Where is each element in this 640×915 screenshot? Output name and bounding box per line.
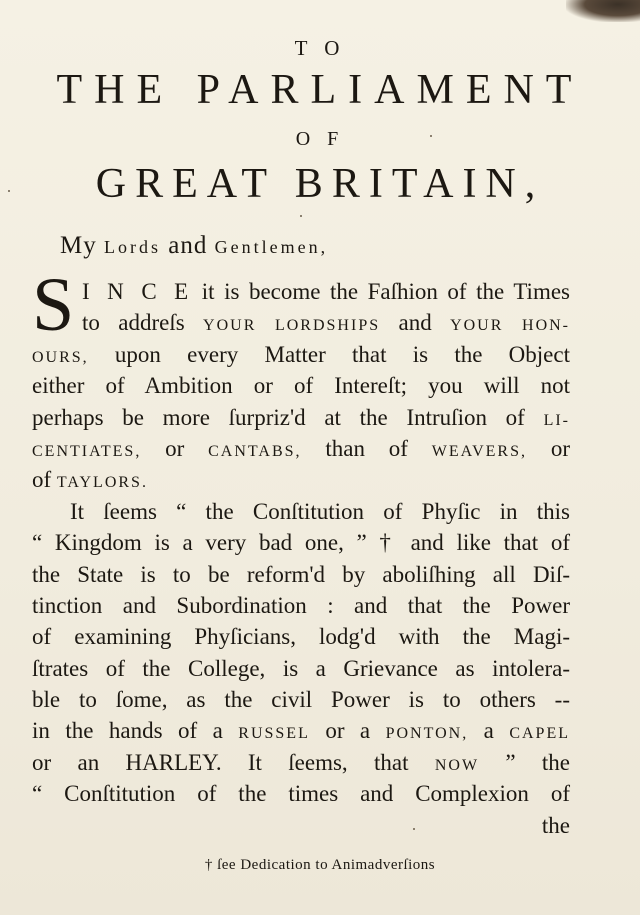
text-span: “ Conſtitution of the times and Complexion of xyxy=(32,781,570,807)
text-line xyxy=(32,339,570,370)
salutation-lords: Lords xyxy=(103,237,161,257)
ink-speck xyxy=(413,828,415,830)
text-span: ” the xyxy=(479,749,571,775)
text-span: NOW xyxy=(434,756,480,774)
text-span: to addreſs xyxy=(82,310,204,336)
text-span: the State is to be reform'd by aboliſhing all Diſ- xyxy=(32,561,570,587)
text-span: YOUR HON- xyxy=(450,317,571,335)
text-span: or xyxy=(527,435,570,461)
text-span: of examining Phyſicians, lodg'd with the Magi- xyxy=(32,624,570,650)
text-span: either of Ambition or of Intereſt; you will not xyxy=(32,373,570,399)
text-line xyxy=(32,747,570,778)
text-span: WEAVERS, xyxy=(431,442,527,460)
text-span: in the hands of a xyxy=(32,718,239,744)
text-line xyxy=(32,559,570,590)
text-span: I N C E xyxy=(82,279,193,304)
text-span: OURS, xyxy=(32,348,89,366)
catchword xyxy=(32,810,570,841)
text-span: YOUR LORDSHIPS xyxy=(203,317,381,335)
text-span: upon every Matter that is the Object xyxy=(88,341,570,367)
ink-speck xyxy=(8,190,10,192)
text-span: or xyxy=(141,435,209,461)
ink-speck xyxy=(430,135,432,137)
title-of: O F xyxy=(295,128,345,150)
title-great-britain: GREAT BRITAIN, xyxy=(95,161,545,207)
page-corner-stain xyxy=(566,0,640,22)
body-text xyxy=(32,276,570,841)
text-span: It ſeems “ the Conſtitution of Phyſic in this xyxy=(70,498,570,524)
text-line xyxy=(32,590,570,621)
text-span: a xyxy=(468,718,510,744)
text-line xyxy=(32,684,570,715)
text-span: CENTIATES, xyxy=(32,442,142,460)
text-span: PONTON, xyxy=(385,725,469,743)
text-span: TAYLORS. xyxy=(56,474,148,492)
text-line xyxy=(32,715,570,746)
drop-cap-letter: S xyxy=(32,263,75,347)
footnote: † ſee Dedication to Animadverſions xyxy=(204,857,436,873)
salutation-gentlemen: Gentlemen, xyxy=(214,237,329,257)
salutation-my: My xyxy=(60,232,97,259)
text-span: of xyxy=(32,467,57,493)
text-line xyxy=(32,464,570,495)
text-line xyxy=(32,433,570,464)
text-line xyxy=(32,307,570,338)
text-line xyxy=(32,653,570,684)
salutation xyxy=(60,232,328,260)
text-span: than of xyxy=(301,435,432,461)
text-line xyxy=(32,496,570,527)
text-span: LI- xyxy=(543,411,570,429)
text-line xyxy=(32,527,570,558)
text-span: ble to ſome, as the civil Power is to others -- xyxy=(32,687,570,713)
text-span: “ Kingdom is a very bad one, ” † and like that of xyxy=(32,530,570,556)
text-span: RUSSEL xyxy=(238,725,310,743)
text-span: or a xyxy=(309,718,386,744)
title-the-parliament: THE PARLIAMENT xyxy=(56,67,584,113)
text-span: perhaps be more ſurpriz'd at the Intruſion of xyxy=(32,404,544,430)
title-to: T O xyxy=(294,36,346,60)
text-span: CANTABS, xyxy=(208,442,302,460)
text-line xyxy=(32,402,570,433)
text-span: ſtrates of the College, is a Grievance as intolera- xyxy=(32,655,570,681)
ink-speck xyxy=(300,215,302,217)
text-span: it is become the Faſhion of the Times xyxy=(192,279,570,304)
text-line xyxy=(32,276,570,307)
text-line xyxy=(32,370,570,401)
text-span: tinction and Subordination : and that the Power xyxy=(32,592,570,618)
salutation-and: and xyxy=(168,232,208,259)
text-span: and xyxy=(380,310,451,336)
text-span: or an HARLEY. It ſeems, that xyxy=(32,749,435,775)
text-span: the xyxy=(541,812,570,838)
text-span: CAPEL xyxy=(509,725,570,743)
text-line xyxy=(32,621,570,652)
text-line xyxy=(32,778,570,809)
